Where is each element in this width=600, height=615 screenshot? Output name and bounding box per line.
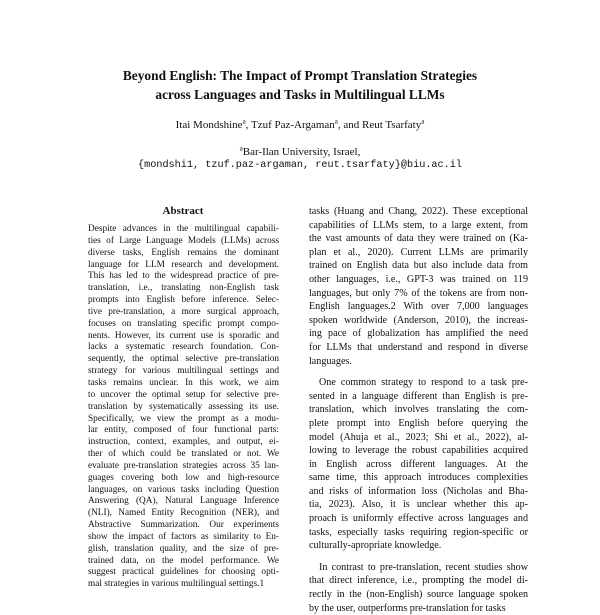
- text-line: languages, on various tasks including Question: [88, 484, 279, 495]
- text-line: sequently, the optimal selective pre-translation: [88, 354, 279, 365]
- abstract-body: [88, 224, 279, 591]
- text-line: plan et al., 2020). Current LLMs are primarily: [309, 246, 528, 258]
- text-line: prompts into English before inference. Selec-: [88, 295, 279, 306]
- text-line: suggest practical guidelines for choosing opti-: [88, 567, 279, 578]
- text-line: ties of Large Language Models (LLMs) across: [88, 235, 279, 246]
- text-line: by the user, outperforms pre-translation for tasks: [309, 602, 506, 614]
- text-line: diverse tasks, English remains the dominant: [88, 247, 279, 258]
- text-line: sented in a language different than English is pre-: [309, 390, 528, 402]
- text-line: lacks a systematic research foundation. Con-: [88, 342, 279, 353]
- text-line: to uncover the optimal setup for selective pre-: [88, 389, 279, 400]
- text-line: ther of which could be translated or not. We: [88, 449, 279, 460]
- author-separator: , and: [337, 119, 363, 131]
- author-affiliation-mark: a: [421, 117, 425, 126]
- paragraph: [309, 205, 528, 368]
- paper-title: [60, 66, 540, 104]
- text-line: that direct inference, i.e., prompting the model di-: [309, 575, 528, 587]
- text-line: rectly in the (non-English) source language spoken: [309, 589, 528, 601]
- text-line: tasks remains unclear. In this work, we aim: [88, 377, 279, 388]
- author-list: [60, 118, 540, 133]
- affiliation: [60, 145, 540, 159]
- text-line: in English across different languages. At the: [309, 458, 528, 470]
- text-line: and risks of information loss (Nicholas and Bha-: [309, 485, 528, 497]
- text-line: nents. However, its current use is sporadic and: [88, 330, 279, 341]
- text-line: languages.: [309, 355, 352, 367]
- text-line: the vast amounts of data they were trained on (Ka-: [309, 233, 528, 245]
- text-line: lowing to leverage the robust capabilities acquired: [309, 445, 528, 457]
- text-line: language for LLM research and development.: [88, 259, 279, 270]
- text-line: proach is uniformly effective across languages and: [309, 513, 528, 525]
- text-line: instruction, context, examples, and output, ei-: [88, 437, 279, 448]
- text-line: culturally-apropriate knowledge.: [309, 540, 442, 552]
- text-line: languages, but only 7% of the tokens are from non-: [309, 287, 528, 299]
- text-line: ing pace of globalization has amplified the need: [309, 328, 528, 340]
- text-line: model (Ahuja et al., 2023; Shi et al., 2022), al-: [309, 431, 528, 443]
- text-line: lar entity, composed of four functional parts:: [88, 425, 279, 436]
- title-line: across Languages and Tasks in Multilingual LLMs: [155, 87, 445, 102]
- title-line: Beyond English: The Impact of Prompt Translation Strategies: [122, 68, 478, 83]
- text-line: trained on English data but also include data from: [309, 260, 528, 272]
- text-line: evaluate pre-translation strategies across 35 lan-: [88, 460, 279, 471]
- affiliation-mark: a: [239, 144, 243, 153]
- text-line: tasks, especially tasks requiring region-specific or: [309, 526, 528, 538]
- author-emails: {mondshi1, tzuf.paz-argaman, reut.tsarfaty}@biu.ac.il: [137, 160, 462, 171]
- text-line: glish, translation quality, and the size of pre-: [88, 543, 279, 554]
- text-line: translation, which involves translating the com-: [309, 404, 528, 416]
- text-line: English languages.2 With over 7,000 languages: [309, 301, 528, 313]
- text-line: for LLMs that understand and respond in diverse: [309, 341, 528, 353]
- text-line: In contrast to pre-translation, recent studies show: [319, 561, 528, 573]
- text-line: tasks (Huang and Chang, 2022). These exceptional: [309, 206, 528, 217]
- text-line: Despite advances in the multilingual capabili-: [88, 224, 279, 234]
- author-affiliation-mark: a: [334, 117, 338, 126]
- author-name: Reut Tsarfaty: [362, 119, 422, 131]
- text-line: spoken worldwide (Anderson, 2010), the increas-: [309, 314, 528, 326]
- text-line: This has led to the widespread practice of pre-: [88, 271, 279, 282]
- text-line: tia, 2023). Also, it is unclear whether this ap-: [309, 499, 528, 511]
- text-line: tive pre-translation, a more surgical approach,: [88, 306, 279, 317]
- text-line: show the impact of factors as similarity to En-: [88, 531, 279, 542]
- text-line: same time, this approach introduces complexities: [309, 472, 528, 484]
- author-affiliation-mark: a: [242, 117, 246, 126]
- author-name: Tzuf Paz-Argaman: [250, 119, 335, 131]
- text-line: trained data, on the model performance. We: [88, 555, 279, 566]
- paragraph: [309, 376, 528, 553]
- text-line: (NLI), Named Entity Recognition (NER), and: [88, 508, 279, 519]
- text-line: capabilities of LLMs stem, to a large extent, from: [309, 219, 528, 231]
- paragraph: [309, 561, 528, 615]
- abstract-heading: Abstract: [162, 205, 204, 217]
- text-line: Answering (QA), Natural Language Inference: [88, 496, 279, 507]
- text-line: plete prompt into English before querying the: [309, 417, 528, 429]
- text-line: mal strategies in various multilingual settings.1: [88, 579, 265, 590]
- intro-body: [309, 205, 528, 615]
- text-line: translation, i.e., translating non-English task: [88, 283, 279, 294]
- author-name: Itai Mondshine: [175, 119, 243, 131]
- text-line: Specifically, we view the prompt as a modu-: [88, 413, 279, 424]
- text-line: other languages, i.e., GPT-3 was trained on 119: [309, 273, 528, 285]
- text-line: One common strategy to respond to a task pre-: [319, 377, 528, 389]
- text-line: focuses on translating specific prompt compo-: [88, 318, 279, 329]
- text-line: guages covering both low and high-resource: [88, 472, 279, 483]
- author-separator: ,: [245, 119, 251, 131]
- text-line: Abstractive Summarization. Our experiments: [88, 520, 279, 531]
- text-line: translation by systematically assessing its use.: [88, 401, 279, 412]
- affiliation-text: Bar-Ilan University, Israel,: [242, 146, 361, 158]
- text-line: strategy for various multilingual settings and: [88, 366, 279, 377]
